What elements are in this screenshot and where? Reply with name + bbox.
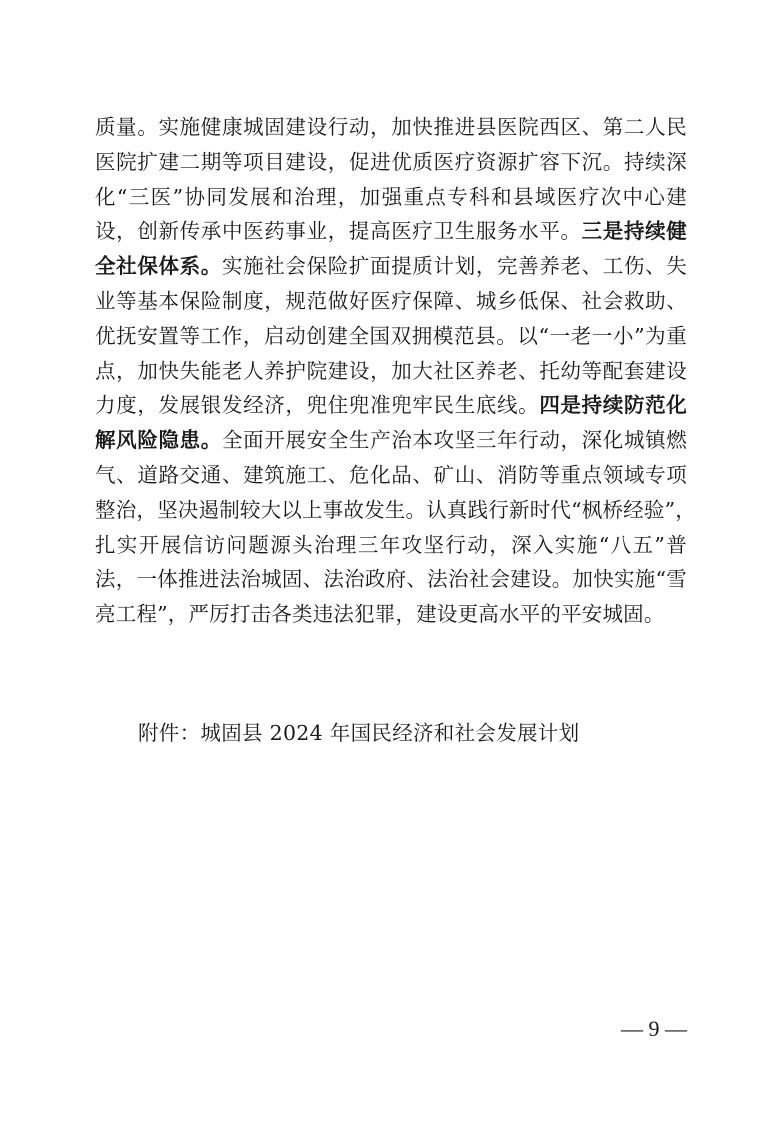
paragraph-line: 优抚安置等工作，启动创建全国双拥模范县。以“一老一小”为重 [95,323,687,348]
paragraph-line: 设，创新传承中医药事业，提高医疗卫生服务水平。三是持续健 [95,219,687,244]
paragraph-line: 业等基本保险制度，规范做好医疗保障、城乡低保、社会救助、 [95,288,687,313]
page-number: — 9 — [621,1016,687,1041]
paragraph-line: 点，加快失能老人养护院建设，加大社区养老、托幼等配套建设 [95,358,687,383]
bold-heading: 全社保体系。 [95,254,222,279]
paragraph-line: 质量。实施健康城固建设行动，加快推进县医院西区、第二人民 [95,115,687,139]
bold-heading: 解风险隐患。 [95,428,222,453]
paragraph-line: 解风险隐患。全面开展安全生产治本攻坚三年行动，深化城镇燃 [95,428,687,453]
bold-heading: 三是持续健 [581,219,687,244]
paragraph-line: 亮工程”，严厉打击各类违法犯罪，建设更高水平的平安城固。 [95,602,665,627]
paragraph-line: 医院扩建二期等项目建设，促进优质医疗资源扩容下沉。持续深 [95,149,687,174]
paragraph-line: 法，一体推进法治城固、法治政府、法治社会建设。加快实施“雪 [95,567,687,592]
body-text [95,110,696,632]
paragraph-line: 化“三医”协同发展和治理，加强重点专科和县域医疗次中心建 [95,184,687,209]
paragraph-line: 整治，坚决遏制较大以上事故发生。认真践行新时代“枫桥经验”， [95,497,696,522]
paragraph-line: 扎实开展信访问题源头治理三年攻坚行动，深入实施“八五”普 [95,532,687,557]
paragraph-line: 力度，发展银发经济，兜住兜准兜牢民生底线。四是持续防范化 [95,393,687,418]
paragraph-line: 气、道路交通、建筑施工、危化品、矿山、消防等重点领域专项 [95,462,687,487]
bold-heading: 四是持续防范化 [539,393,687,418]
attachment-note: 附件：城固县 2024 年国民经济和社会发展计划 [138,721,580,745]
paragraph-line: 全社保体系。实施社会保险扩面提质计划，完善养老、工伤、失 [95,254,687,279]
